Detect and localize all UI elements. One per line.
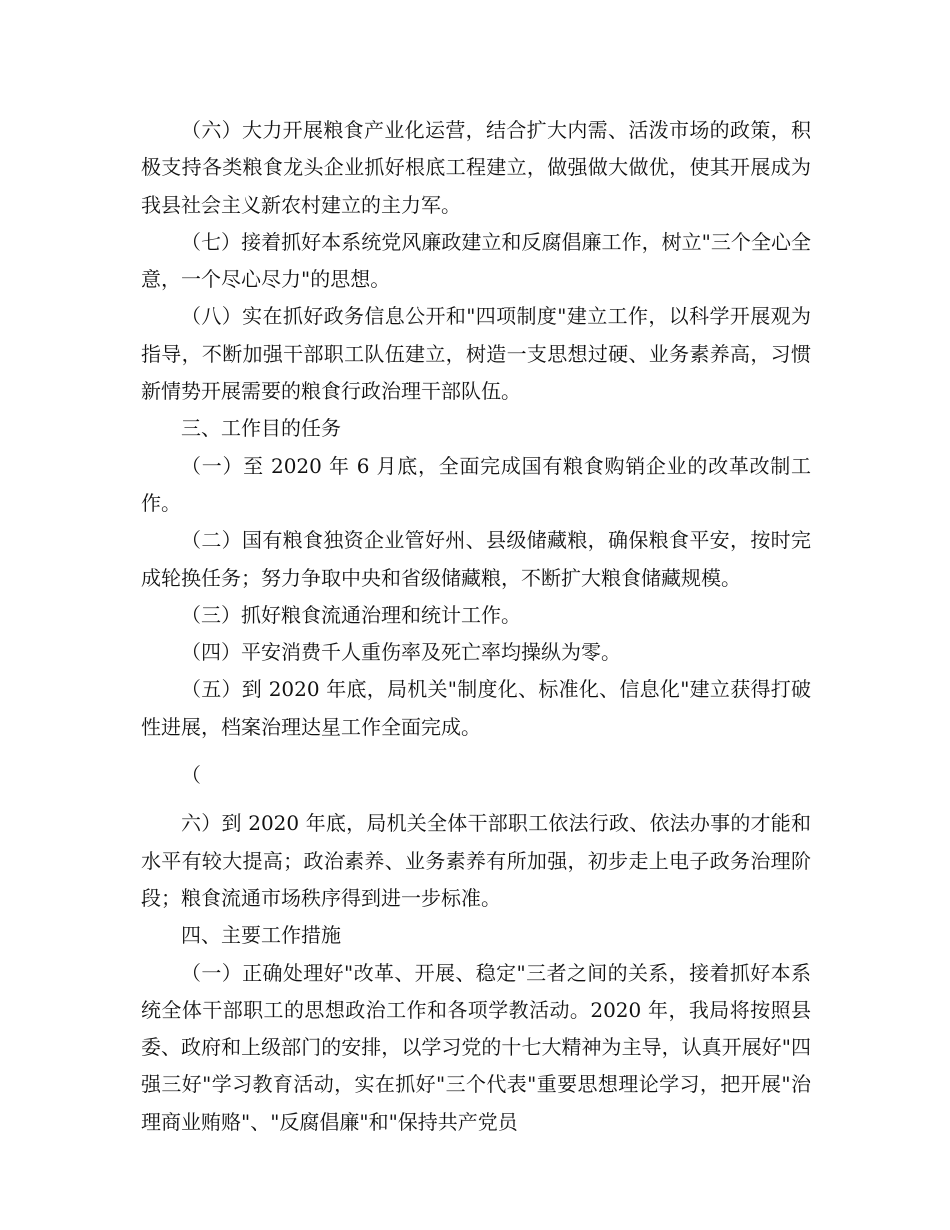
goal-2-grain-reserves: （二）国有粮食独资企业管好州、县级储藏粮，确保粮食平安，按时完成轮换任务；努力争取中央和省级储藏粮，不断扩大粮食储藏规模。 [141,528,811,590]
goal-6-open-bracket: （ [181,763,201,788]
measure-1-reform-development-stability: （一）正确处理好"改革、开展、稳定"三者之间的关系，接着抓好本系统全体干部职工的思想政治工作和各项学教活动。2020 年，我局将按照县委、政府和上级部门的安排，以学习党的十七大精神为主导，认真开展好"四强三好"学习教育活动，实在抓好"三个代表"重要思想理论学习，把开展"治理商业贿赂"、"反腐倡廉"和"保持共产党员 [141,960,811,1134]
goal-4-safety: （四）平安消费千人重伤率及死亡率均操纵为零。 [181,640,621,665]
goal-5-institutionalization: （五）到 2020 年底，局机关"制度化、标准化、信息化"建立获得打破性进展，档案治理达星工作全面完成。 [141,677,811,739]
paragraph-6-industrialization: （六）大力开展粮食产业化运营，结合扩大内需、活泼市场的政策，积极支持各类粮食龙头企业抓好根底工程建立，做强做大做优，使其开展成为我县社会主义新农村建立的主力军。 [141,118,811,217]
section-heading-work-goals: 三、工作目的任务 [181,416,341,441]
paragraph-7-anti-corruption: （七）接着抓好本系统党风廉政建立和反腐倡廉工作，树立"三个全心全意，一个尽心尽力"的思想。 [141,229,811,292]
goal-1-reform: （一）至 2020 年 6 月底，全面完成国有粮食购销企业的改革改制工作。 [141,453,811,515]
paragraph-8-information-disclosure: （八）实在抓好政务信息公开和"四项制度"建立工作，以科学开展观为指导，不断加强干部职工队伍建立，树造一支思想过硬、业务素养高，习惯新情势开展需要的粮食行政治理干部队伍。 [141,304,811,404]
goal-6-law-based-administration: 六）到 2020 年底，局机关全体干部职工依法行政、依法办事的才能和水平有较大提高；政治素养、业务素养有所加强，初步走上电子政务治理阶段；粮食流通市场秩序得到进一步标准。 [141,811,811,910]
goal-3-statistics: （三）抓好粮食流通治理和统计工作。 [181,602,521,627]
document-body [141,112,811,1141]
section-heading-main-measures: 四、主要工作措施 [181,923,341,948]
